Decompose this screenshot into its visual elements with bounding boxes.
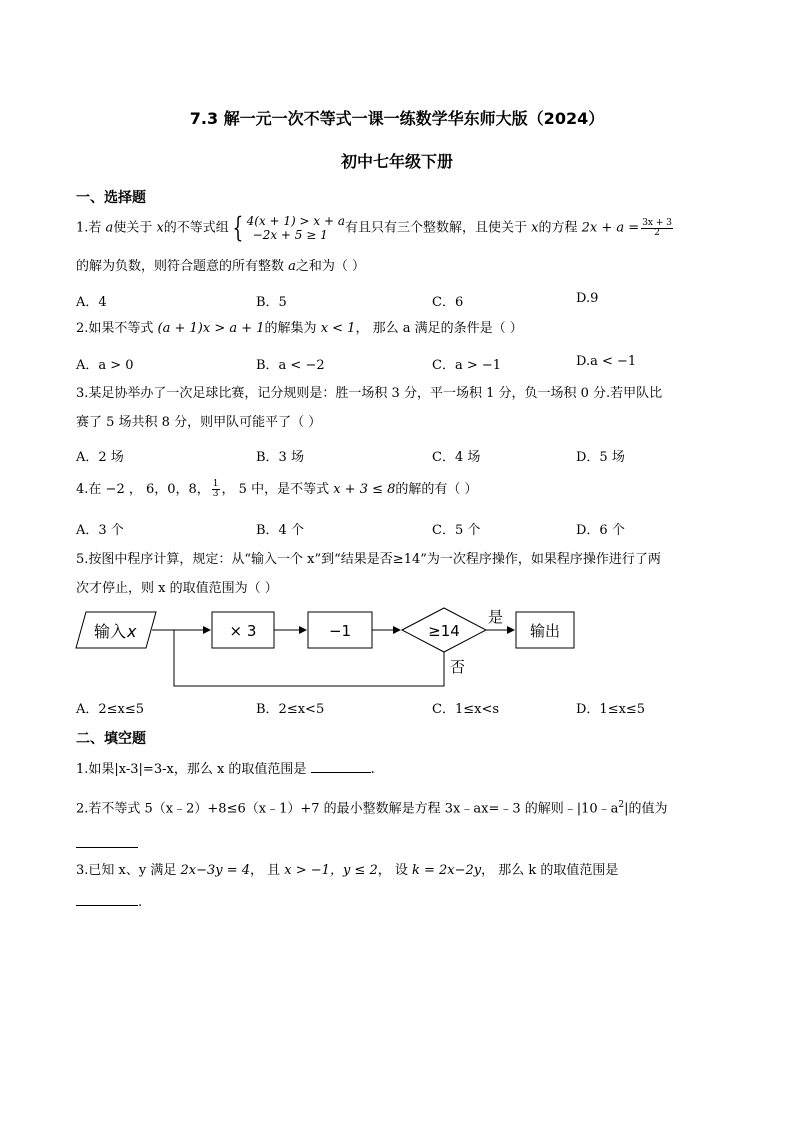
- q1-var-a2: a: [288, 259, 296, 274]
- q1-text-mid1: 使关于: [113, 220, 157, 236]
- no-label: 否: [450, 658, 466, 676]
- answer-blank-3[interactable]: [76, 893, 138, 906]
- q1-var-a: a: [105, 220, 114, 236]
- q5-option-c[interactable]: C．1≤x<s: [432, 702, 500, 717]
- fill-question-1: [76, 760, 375, 779]
- times3-label: × 3: [229, 622, 257, 640]
- fill-q1-text: 1.如果|x-3|=3-x，那么 x 的取值范围是: [76, 762, 307, 777]
- q4-values: −2 ， 6，0，8，: [105, 482, 210, 497]
- q1-fraction: [641, 219, 673, 238]
- q2-option-c[interactable]: C．a > −1: [432, 358, 502, 373]
- page-title: 7.3 解一元一次不等式一课一练数学华东师大版（2024）: [189, 109, 605, 128]
- input-label: 输入: [94, 622, 127, 641]
- output-label: 输出: [529, 622, 561, 640]
- no-loop-line: [174, 630, 444, 686]
- q1-option-c[interactable]: C．6: [432, 295, 464, 310]
- q2-option-b[interactable]: B．a < −2: [256, 358, 325, 373]
- fill-q2-end: |的值为: [624, 801, 668, 817]
- inequality-system: [247, 214, 345, 242]
- fill-q2-sup: 2: [618, 800, 625, 810]
- system-line-1: 4(x + 1) > x + a: [246, 214, 346, 228]
- fill-q3-pre: 3.已知 x、y 满足: [76, 863, 181, 878]
- fraction-numerator: 1: [212, 479, 219, 489]
- q5-option-d[interactable]: D．1≤x≤5: [576, 702, 646, 717]
- minus1-label: −1: [328, 622, 352, 640]
- fill-q2-text: 2.若不等式 5（x﹣2）+8≤6（x﹣1）+7 的最小整数解是方程 3x﹣ax=﹣3 的解则﹣|10﹣a: [76, 801, 619, 817]
- q1-option-d[interactable]: D.9: [576, 291, 599, 306]
- q4-values-post: ， 5 中，是不等式: [221, 482, 334, 497]
- q4-option-c[interactable]: C．5 个: [432, 523, 481, 538]
- q2-inequality: (a + 1)x > a + 1: [157, 321, 265, 336]
- q2-text-mid: 的解集为: [264, 321, 321, 336]
- fill-question-2: [76, 796, 668, 818]
- q3-option-b[interactable]: B．3 场: [256, 450, 304, 465]
- q1-line2-end: 之和为（ ）: [295, 259, 366, 274]
- q2-text-post: ， 那么 a 满足的条件是（ ）: [355, 321, 523, 336]
- question-3-line2: 赛了 5 场共积 8 分，则甲队可能平了（ ）: [76, 415, 322, 430]
- q1-text-mid2: 的不等式组: [163, 220, 229, 236]
- fill-question-3: [76, 862, 618, 880]
- q2-option-d[interactable]: D.a < −1: [576, 354, 637, 369]
- q1-var-x2: x: [531, 220, 539, 236]
- question-3-line1: 3.某足协举办了一次足球比赛，记分规则是：胜一场积 3 分，平一场积 1 分，负一场积 0 分.若甲队比: [76, 386, 663, 401]
- q1-line2-text: 的解为负数，则符合题意的所有整数: [76, 259, 289, 274]
- q4-fraction: [212, 480, 220, 499]
- q5-option-a[interactable]: A．2≤x≤5: [76, 702, 145, 717]
- fraction-denominator: 3: [212, 489, 219, 499]
- fraction-denominator: 2: [654, 227, 660, 238]
- left-brace-icon: {: [232, 211, 244, 244]
- q2-text-pre: 2.如果不等式: [76, 321, 158, 336]
- q4-text-pre: 4.在: [76, 482, 106, 497]
- q1-var-x: x: [156, 220, 164, 236]
- answer-blank-2[interactable]: [76, 847, 138, 848]
- q4-inequality: x + 3 ≤ 8: [333, 482, 396, 497]
- q2-solution: x < 1: [320, 321, 356, 336]
- fill-q1-end: .: [370, 762, 375, 777]
- section-heading-fill: 二、填空题: [76, 731, 146, 747]
- question-2: [76, 320, 523, 338]
- question-1-line2: [76, 258, 365, 276]
- condition-label: ≥14: [428, 622, 460, 640]
- fill-q3-condition: x > −1，y ≤ 2: [284, 863, 378, 878]
- q1-option-b[interactable]: B．5: [256, 295, 287, 310]
- answer-blank[interactable]: [311, 760, 371, 773]
- q1-option-a[interactable]: A．4: [76, 295, 107, 310]
- q4-option-a[interactable]: A．3 个: [76, 523, 124, 538]
- system-line-2: −2x + 5 ≥ 1: [252, 228, 328, 242]
- fill-q3-post: ， 那么 k 的取值范围是: [481, 863, 619, 878]
- q4-option-b[interactable]: B．4 个: [256, 523, 304, 538]
- program-flowchart: [70, 600, 590, 692]
- q3-option-a[interactable]: A．2 场: [76, 450, 124, 465]
- q1-text-pre: 1.若: [76, 220, 106, 236]
- input-var: x: [127, 622, 137, 641]
- fill-q3-end: .: [138, 895, 143, 910]
- question-1: [76, 211, 675, 244]
- fill-q3-equation: 2x−3y = 4: [180, 863, 251, 878]
- fill-q3-k: k = 2x−2y: [412, 863, 482, 878]
- fraction-numerator: 3x + 3: [642, 217, 672, 228]
- question-4: [76, 480, 478, 499]
- fill-q3-mid2: ， 设: [377, 863, 412, 878]
- question-5-line2: 次才停止，则 x 的取值范围为（ ）: [76, 581, 278, 596]
- yes-label: 是: [488, 608, 504, 626]
- q4-option-d[interactable]: D．6 个: [576, 523, 625, 538]
- q1-text-mid3: 有且只有三个整数解，且使关于: [345, 220, 532, 236]
- q4-text-post: 的解的有（ ）: [395, 482, 478, 497]
- fill-q3-mid: ， 且: [250, 863, 285, 878]
- q2-option-a[interactable]: A．a > 0: [76, 358, 134, 373]
- q1-equation: 2x + a =: [581, 220, 640, 236]
- page-subtitle: 初中七年级下册: [340, 152, 453, 171]
- q1-text-mid4: 的方程: [538, 220, 582, 236]
- section-heading-choice: 一、选择题: [76, 190, 146, 206]
- question-5-line1: 5.按图中程序计算，规定：从“输入一个 x”到“结果是否≥14”为一次程序操作，如果程序操作进行了两: [76, 552, 661, 567]
- q3-option-c[interactable]: C．4 场: [432, 450, 481, 465]
- q3-option-d[interactable]: D．5 场: [576, 450, 625, 465]
- q5-option-b[interactable]: B．2≤x<5: [256, 702, 325, 717]
- fill-question-3-line2: [76, 893, 142, 912]
